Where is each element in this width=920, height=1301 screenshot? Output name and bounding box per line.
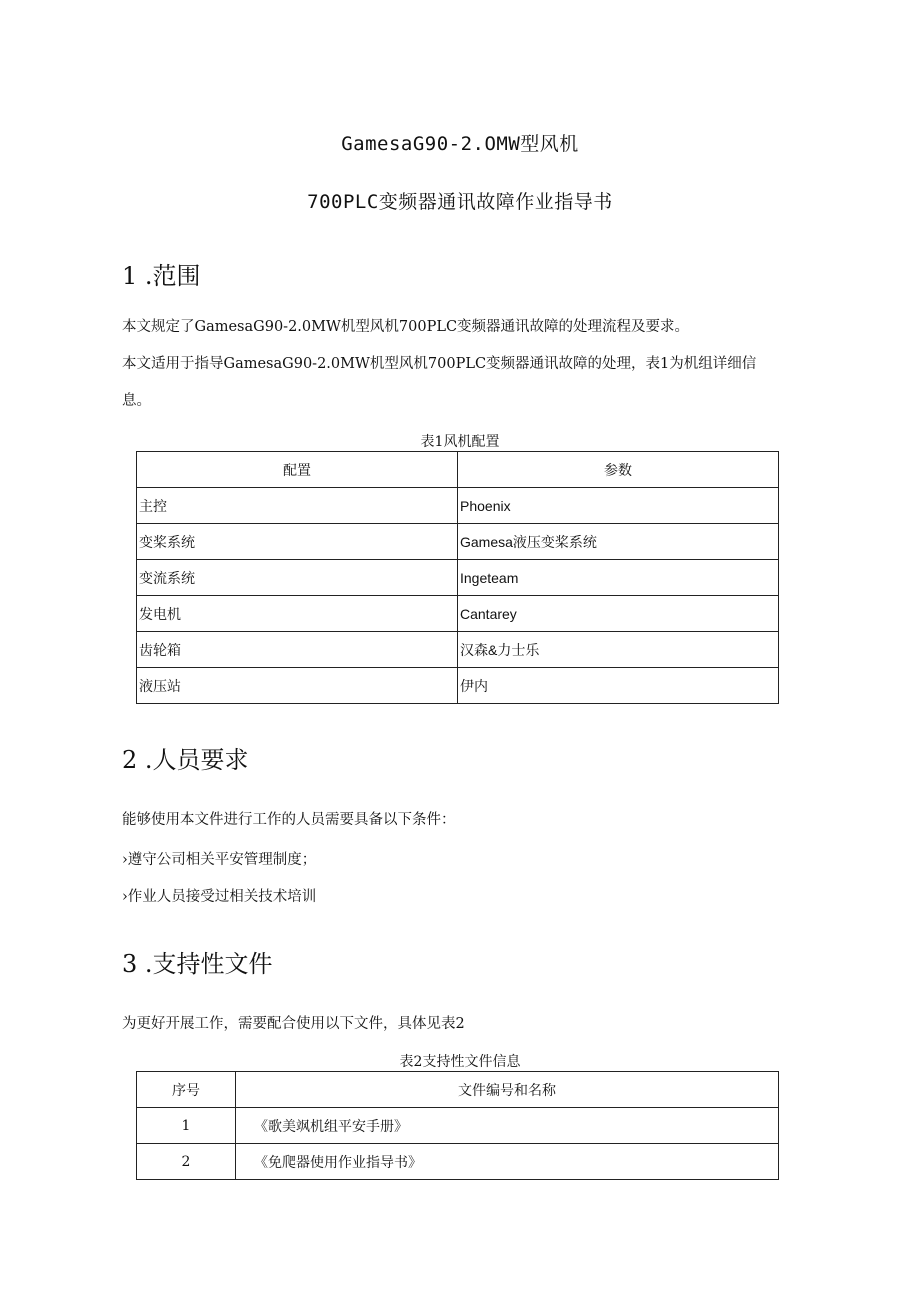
table-cell: 主控 <box>137 488 458 524</box>
table-cell: 变桨系统 <box>137 524 458 560</box>
table-row <box>137 668 779 704</box>
personnel-paragraph: 能够使用本文件进行工作的人员需要具备以下条件： <box>122 812 456 828</box>
table-row <box>137 596 779 632</box>
table-header-row <box>137 1072 779 1108</box>
table-cell: 《歌美飒机组平安手册》 <box>236 1108 779 1144</box>
document-title-line2: 700PLC变频器通讯故障作业指导书 <box>307 191 613 213</box>
table-cell: 《免爬器使用作业指导书》 <box>236 1144 779 1180</box>
support-docs-paragraph: 为更好开展工作，需要配合使用以下文件，具体见表2 <box>122 1016 465 1032</box>
table-cell: 液压站 <box>137 668 458 704</box>
table-header-serial: 序号 <box>137 1072 236 1108</box>
personnel-bullet-2: ›作业人员接受过相关技术培训 <box>122 889 317 905</box>
fan-config-table <box>136 451 779 704</box>
section-heading-scope: 1 .范围 <box>122 262 201 290</box>
table-row <box>137 632 779 668</box>
table-row <box>137 488 779 524</box>
table-row <box>137 524 779 560</box>
scope-paragraph-2: 本文适用于指导GamesaG90-2.0MW机型风机700PLC变频器通讯故障的处理，表1为机组详细信 <box>122 356 757 372</box>
table-cell: Phoenix <box>458 488 779 524</box>
section-heading-support-docs: 3 .支持性文件 <box>122 950 273 978</box>
table-row <box>137 560 779 596</box>
table-cell: 伊内 <box>458 668 779 704</box>
table-header-param: 参数 <box>458 452 779 488</box>
table-header-config: 配置 <box>137 452 458 488</box>
table-cell: Ingeteam <box>458 560 779 596</box>
section-heading-personnel: 2 .人员要求 <box>122 746 249 774</box>
table-cell: 汉森&力士乐 <box>458 632 779 668</box>
support-docs-table <box>136 1071 779 1180</box>
scope-paragraph-2-cont: 息。 <box>122 393 151 409</box>
table-row <box>137 1144 779 1180</box>
table2-caption: 表2支持性文件信息 <box>399 1054 521 1070</box>
table-cell: 2 <box>137 1144 236 1180</box>
table1-caption: 表1风机配置 <box>420 434 500 450</box>
table-cell: Cantarey <box>458 596 779 632</box>
scope-paragraph-1: 本文规定了GamesaG90-2.0MW机型风机700PLC变频器通讯故障的处理流程及要求。 <box>122 319 690 335</box>
table-cell: Gamesa液压变桨系统 <box>458 524 779 560</box>
table-cell: 变流系统 <box>137 560 458 596</box>
table-cell: 1 <box>137 1108 236 1144</box>
table-header-row <box>137 452 779 488</box>
document-title-line1: GamesaG90-2.OMW型风机 <box>341 133 579 155</box>
table-header-doc-name: 文件编号和名称 <box>236 1072 779 1108</box>
table-row <box>137 1108 779 1144</box>
table-cell: 发电机 <box>137 596 458 632</box>
table-cell: 齿轮箱 <box>137 632 458 668</box>
personnel-bullet-1: ›遵守公司相关平安管理制度； <box>122 852 317 868</box>
